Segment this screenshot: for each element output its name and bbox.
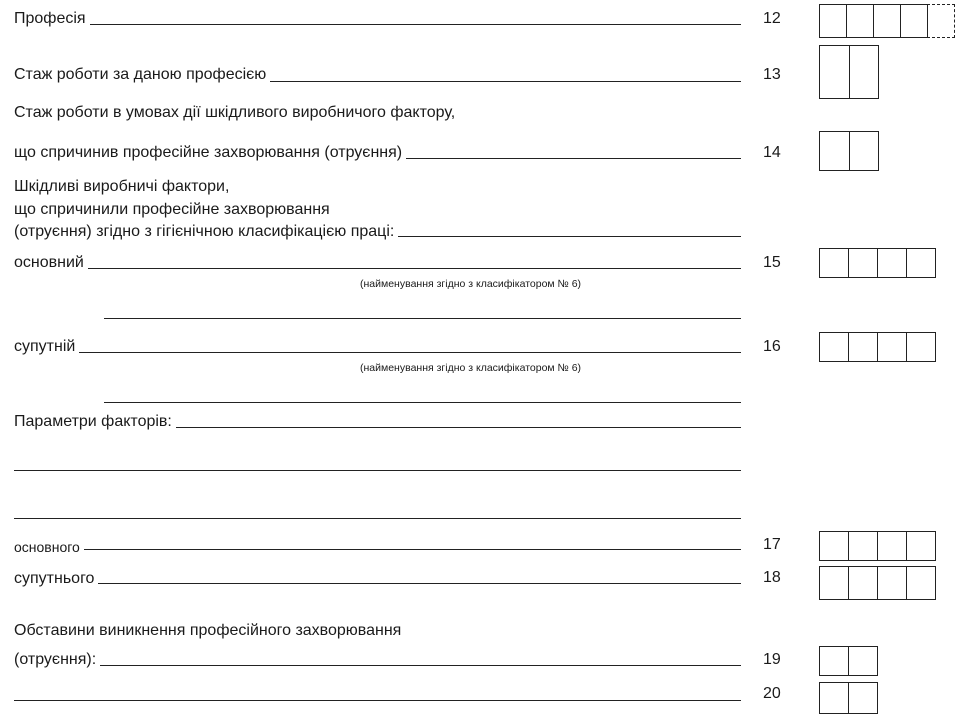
code-box[interactable] [848,646,878,676]
code-box[interactable] [848,332,878,362]
field-code-19: 19 [763,651,781,668]
circumstances-line[interactable] [14,665,741,666]
profession-line[interactable] [14,24,741,25]
code-box[interactable] [906,332,936,362]
main-factor-label: основний [14,254,88,272]
code-box[interactable] [906,248,936,278]
main-param-line[interactable] [14,549,741,550]
profession-label: Професія [14,10,90,28]
experience-profession-label: Стаж роботи за даною професією [14,66,270,84]
accompanying-factor-boxes[interactable] [819,332,935,362]
circumstances-label-1: Обставини виникнення професійного захворювання [14,622,405,640]
code-box[interactable] [849,45,879,99]
code-box[interactable] [906,566,936,600]
code-box[interactable] [877,248,907,278]
harmful-factors-heading-2: що спричинили професійне захворювання [14,201,334,219]
field-code-17: 17 [763,536,781,553]
experience-harmful-label-line2: що спричинив професійне захворювання (отруєння) [14,144,406,162]
code-box[interactable] [927,4,955,38]
code-box[interactable] [877,566,907,600]
accompanying-param-boxes[interactable] [819,566,935,600]
code-box[interactable] [877,332,907,362]
field-code-12: 12 [763,10,781,27]
field-code-13: 13 [763,66,781,83]
code-box[interactable] [819,131,850,171]
code-box[interactable] [819,332,849,362]
main-factor-caption: (найменування згідно з класифікатором № 6) [360,278,582,290]
factor-parameters-label: Параметри факторів: [14,413,176,431]
code-box[interactable] [819,248,849,278]
code-box[interactable] [848,531,878,561]
code-box[interactable] [819,646,849,676]
code-box[interactable] [849,131,879,171]
accompanying-factor-extra-line[interactable] [104,402,741,403]
harmful-factors-heading-3: (отруєння) згідно з гігієнічною класифікацією праці: [14,223,398,241]
experience-harmful-boxes[interactable] [819,131,878,171]
main-factor-boxes[interactable] [819,248,935,278]
accompanying-param-label: супутнього [14,570,98,588]
main-param-label: основного [14,538,84,556]
experience-harmful-label-line1: Стаж роботи в умовах дії шкідливого виробничого фактору, [14,104,459,122]
accompanying-factor-caption: (найменування згідно з класифікатором № 6) [360,362,582,374]
extra-boxes[interactable] [819,682,877,714]
main-factor-extra-line[interactable] [104,318,741,319]
circumstances-label-2: (отруєння): [14,651,100,669]
code-box[interactable] [819,531,849,561]
experience-profession-boxes[interactable] [819,45,878,99]
accompanying-factor-label: супутній [14,338,79,356]
field-code-15: 15 [763,254,781,271]
code-box[interactable] [900,4,928,38]
factor-parameters-line-2[interactable] [14,470,741,471]
code-box[interactable] [848,248,878,278]
accompanying-param-line[interactable] [14,583,741,584]
code-box[interactable] [846,4,874,38]
field-code-14: 14 [763,144,781,161]
code-box[interactable] [819,682,849,714]
extra-line[interactable] [14,700,741,701]
circumstances-boxes[interactable] [819,646,877,676]
accompanying-factor-line[interactable] [14,352,741,353]
profession-code-boxes[interactable] [819,4,954,38]
code-box[interactable] [819,45,850,99]
field-code-18: 18 [763,569,781,586]
field-code-16: 16 [763,338,781,355]
code-box[interactable] [906,531,936,561]
factor-parameters-line-3[interactable] [14,518,741,519]
code-box[interactable] [877,531,907,561]
harmful-factors-heading-1: Шкідливі виробничі фактори, [14,178,233,196]
code-box[interactable] [819,566,849,600]
code-box[interactable] [848,566,878,600]
field-code-20: 20 [763,685,781,702]
main-param-boxes[interactable] [819,531,935,561]
main-factor-line[interactable] [14,268,741,269]
code-box[interactable] [819,4,847,38]
code-box[interactable] [873,4,901,38]
code-box[interactable] [848,682,878,714]
